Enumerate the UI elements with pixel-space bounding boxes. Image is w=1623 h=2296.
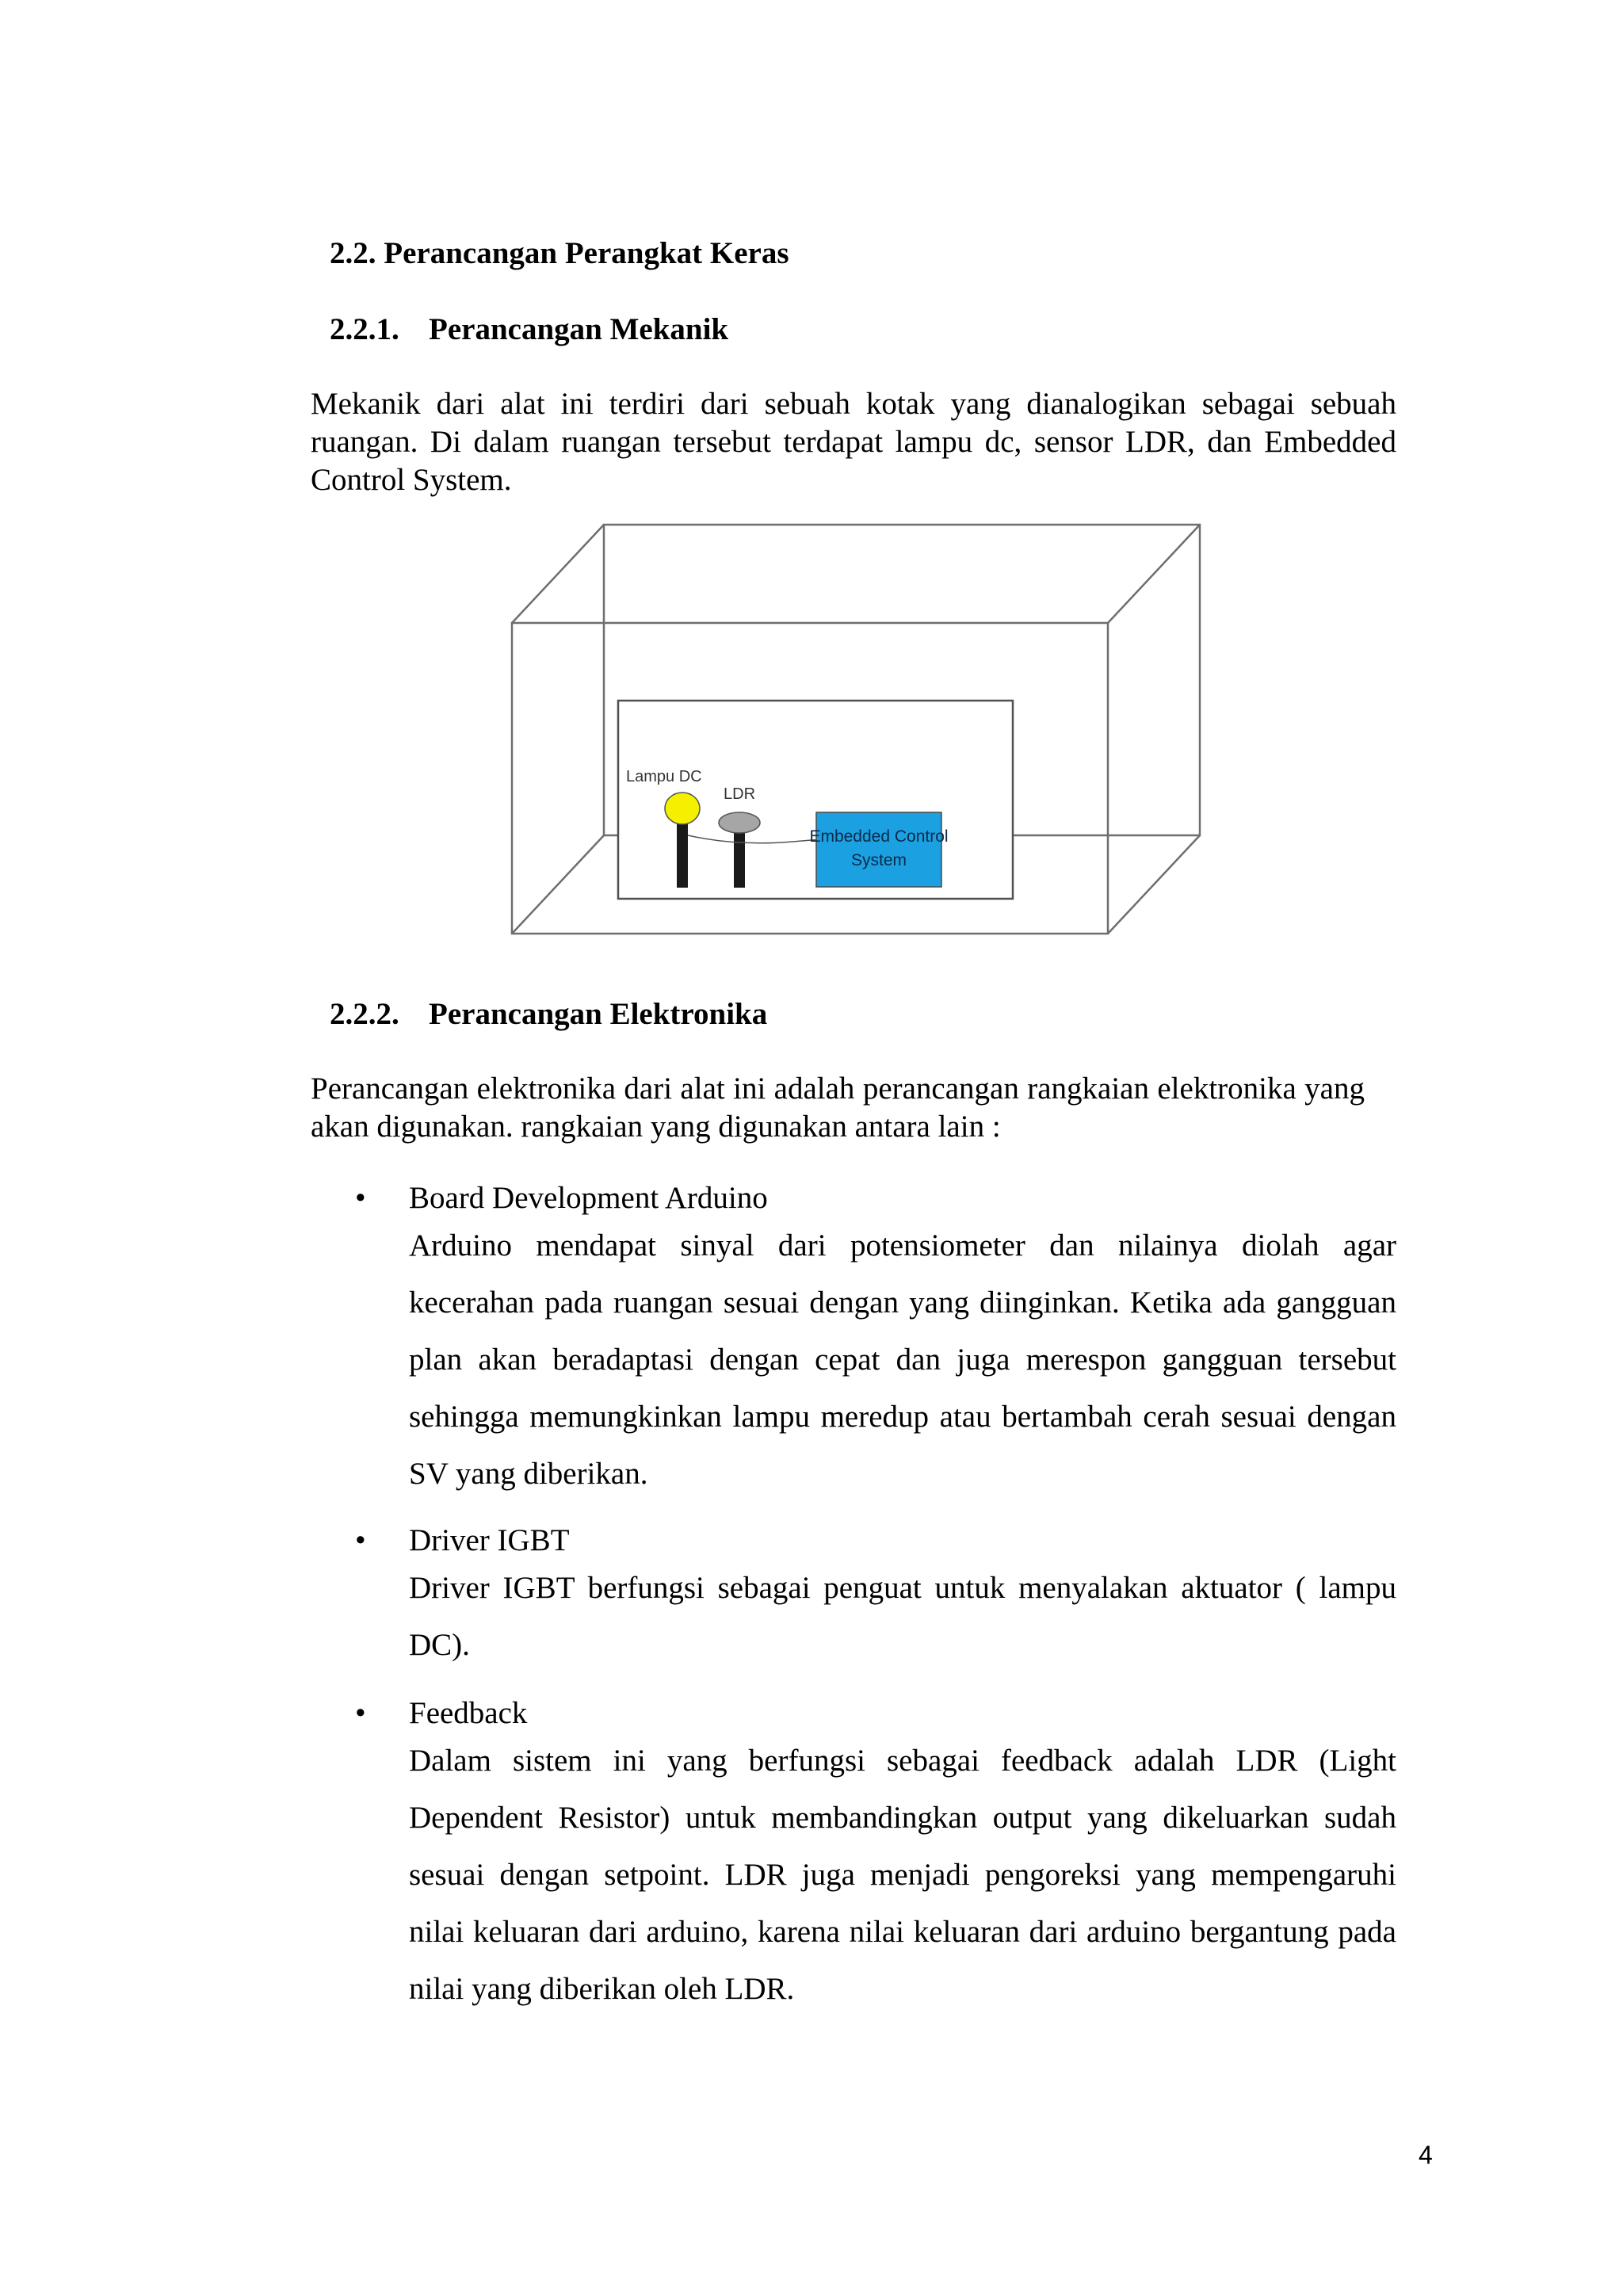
- subsection-title: Perancangan Elektronika: [429, 997, 768, 1031]
- subsection-heading-mekanik: [330, 311, 728, 349]
- lamp-bulb-icon: [665, 793, 700, 824]
- page-number: 4: [1419, 2141, 1433, 2169]
- list-item-description: Arduino mendapat sinyal dari potensiometer dan nilainya diolah agar kecerahan pada ruangan sesuai dengan yang diinginkan. Ketika ada gangguan plan akan beradaptasi dengan cepat dan juga merespon gangguan tersebut sehingga memungkinkan lampu meredup atau bertambah cerah sesuai dengan SV yang diberikan.: [409, 1228, 1396, 1491]
- ldr-label: LDR: [724, 785, 756, 803]
- list-item-title: Driver IGBT: [409, 1523, 570, 1557]
- section-number: 2.2.: [330, 236, 376, 270]
- mekanik-box-diagram: [499, 514, 1212, 942]
- box-edge-bottom-right: [1108, 835, 1200, 934]
- subsection-number: 2.2.2.: [330, 997, 399, 1031]
- lamp-stand: [677, 823, 688, 888]
- subsection-title: Perancangan Mekanik: [429, 312, 729, 346]
- box-edge-top-right: [1108, 525, 1200, 623]
- list-item-description: Driver IGBT berfungsi sebagai penguat untuk menyalakan aktuator ( lampu DC).: [409, 1571, 1396, 1662]
- embedded-control-system-block: [816, 812, 941, 887]
- mekanik-paragraph: Mekanik dari alat ini terdiri dari sebuah kotak yang dianalogikan sebagai sebuah ruangan. Di dalam ruangan tersebut terdapat lampu dc, sensor LDR, dan Embedded Control System.: [311, 387, 1396, 497]
- ldr-sensor-icon: [719, 812, 760, 833]
- ecs-label-line2: System: [850, 851, 907, 869]
- bullet-icon: •: [355, 1523, 366, 1557]
- ecs-label-line1: Embedded Control: [809, 827, 949, 846]
- elektronika-paragraph: Perancangan elektronika dari alat ini adalah perancangan rangkaian elektronika yang akan digunakan. rangkaian yang digunakan antara lain :: [311, 1072, 1365, 1144]
- section-title: Perancangan Perangkat Keras: [384, 236, 789, 270]
- bullet-icon: •: [355, 1181, 366, 1215]
- bullet-icon: •: [355, 1696, 366, 1730]
- box-edge-top-left: [512, 525, 604, 623]
- subsection-number: 2.2.1.: [330, 312, 399, 346]
- list-item-title: Feedback: [409, 1696, 528, 1730]
- section-heading: [330, 235, 789, 273]
- list-item-description: Dalam sistem ini yang berfungsi sebagai feedback adalah LDR (Light Dependent Resistor) untuk membandingkan output yang dikeluarkan sudah sesuai dengan setpoint. LDR juga menjadi pengoreksi yang mempengaruhi nilai keluaran dari arduino, karena nilai keluaran dari arduino bergantung pada nilai yang diberikan oleh LDR.: [409, 1744, 1396, 2006]
- ldr-stand: [734, 827, 745, 888]
- box-edge-bottom-left: [512, 835, 604, 934]
- subsection-heading-elektronika: [330, 995, 767, 1033]
- list-item-title: Board Development Arduino: [409, 1181, 768, 1215]
- lampu-dc-label: Lampu DC: [626, 768, 702, 785]
